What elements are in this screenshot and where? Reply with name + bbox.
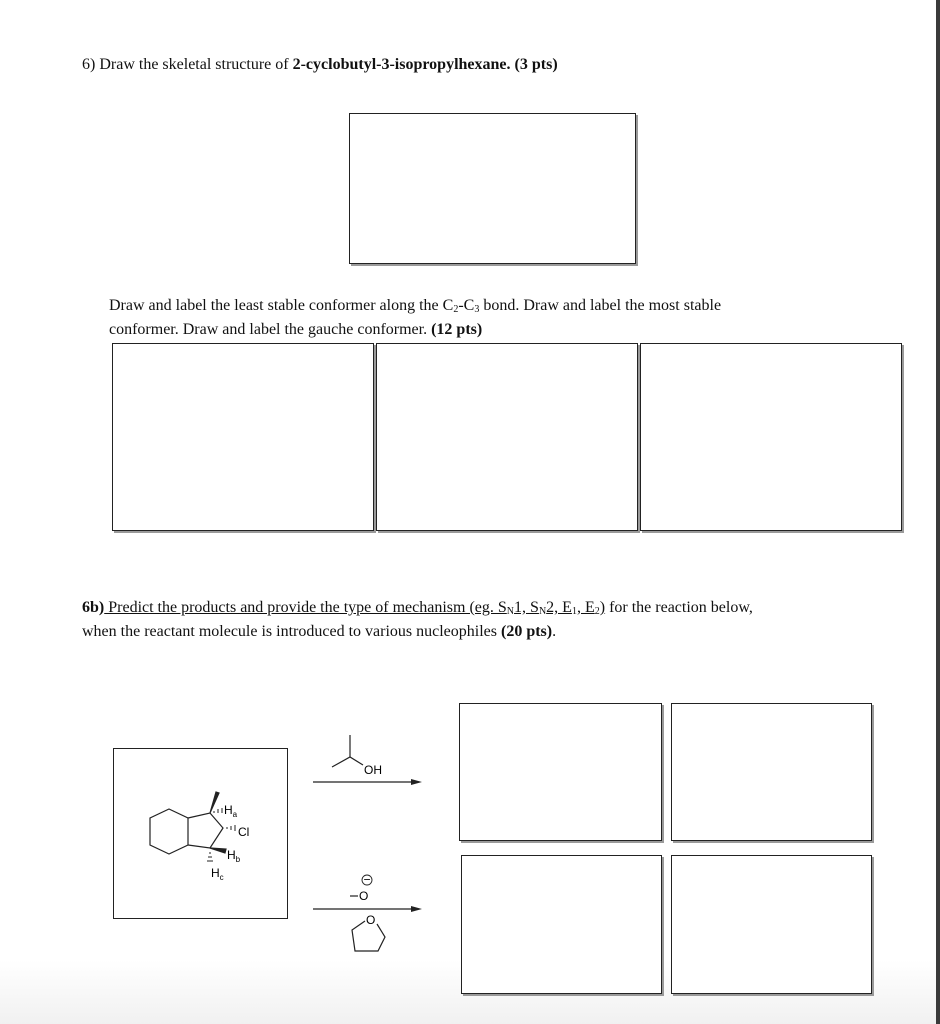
q6b-points: (20 pts): [500, 623, 553, 640]
t: N: [538, 606, 547, 617]
t: N: [506, 606, 515, 617]
oh-label: OH: [364, 763, 382, 777]
conformer-points: (12 pts): [431, 321, 483, 338]
sub: 2: [453, 304, 459, 315]
hc-label: $H_c$: [211, 866, 224, 882]
isopropanol-structure: [332, 735, 363, 767]
t: .: [552, 623, 557, 640]
q6-points: (3 pts): [510, 56, 558, 73]
cyclohexane-ring: [150, 809, 188, 854]
t: 1, S: [514, 599, 539, 616]
t: ): [599, 599, 606, 616]
cyclopentane-ring: [188, 813, 223, 848]
instr-text: conformer. Draw and label the gauche conformer.: [109, 321, 432, 338]
charge-sign: −: [363, 872, 371, 887]
instr-text: Draw and label the least stable conformer along the C: [109, 297, 454, 314]
sub: 3: [474, 304, 480, 315]
thf-o-label: O: [366, 913, 376, 927]
ha-label: $H_a$: [224, 803, 238, 819]
hb-wedge: [210, 848, 226, 853]
q6b-label: 6b): [82, 599, 105, 616]
t: when the reactant molecule is introduced to various nucleophiles: [82, 623, 501, 640]
t: Predict the products and provide the type of mechanism (eg. S: [104, 599, 507, 616]
instr-text: -C: [458, 297, 475, 314]
t: , E: [576, 599, 595, 616]
instr-text: bond. Draw and label the most stable: [479, 297, 722, 314]
reactant-molecule: [150, 792, 235, 861]
compound-name: 2-cyclobutyl-3-isopropylhexane.: [292, 56, 511, 73]
cl-label: Cl: [238, 825, 250, 839]
q6-prefix: 6) Draw the skeletal structure of: [82, 56, 293, 73]
t: 2: [594, 606, 600, 617]
reaction-arrow-1: [313, 779, 422, 785]
hb-label: $H_b$: [227, 848, 241, 864]
t: for the reaction below,: [605, 599, 753, 616]
t: 2, E: [546, 599, 572, 616]
t: 1: [571, 606, 577, 617]
methoxide-o-label: O: [359, 889, 369, 903]
reaction-arrow-2: [313, 906, 422, 912]
